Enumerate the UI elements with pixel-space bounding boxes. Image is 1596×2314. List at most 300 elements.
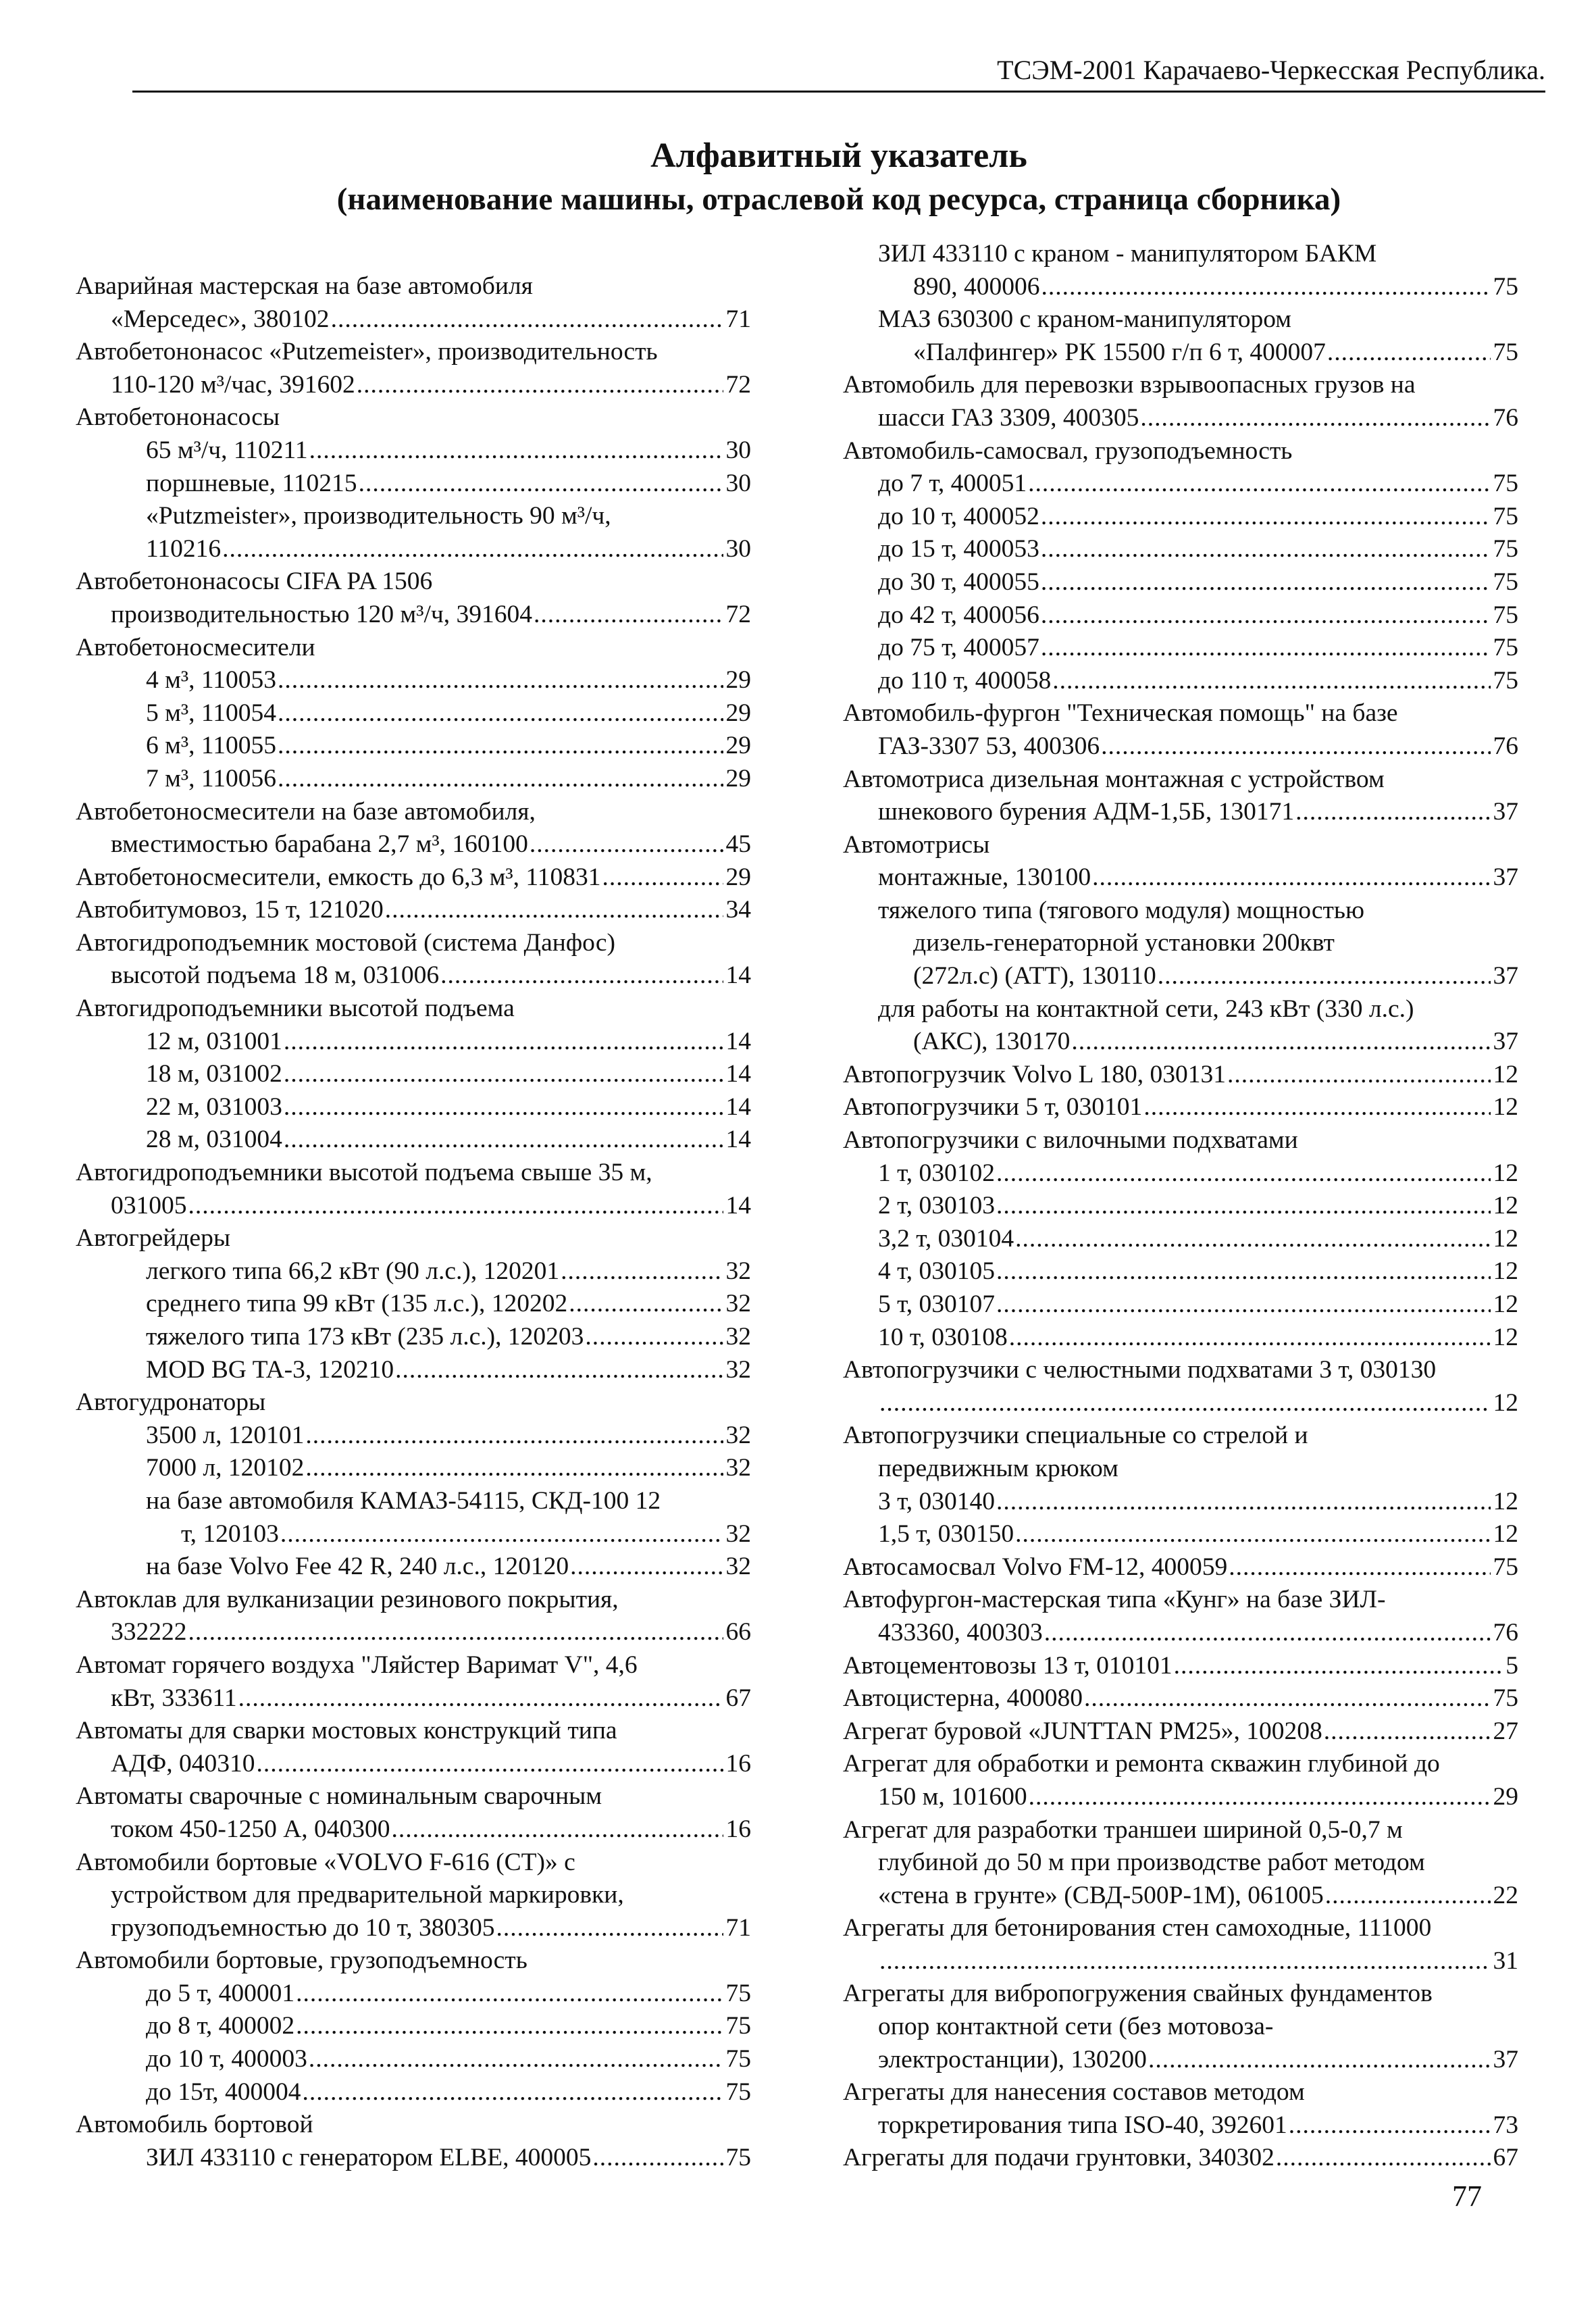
index-entry xyxy=(843,1322,1518,1355)
index-entry xyxy=(76,565,751,599)
index-entry xyxy=(76,927,751,960)
index-entry-text: до 75 т, 400057 xyxy=(878,634,1039,662)
index-entry-page: 37 xyxy=(1493,962,1518,990)
index-entry-text: (272л.с) (АТТ), 130110 xyxy=(913,962,1156,990)
dot-leader xyxy=(303,2076,723,2109)
dot-leader xyxy=(284,1058,723,1091)
index-entry xyxy=(76,959,751,992)
index-entry-page: 37 xyxy=(1493,798,1518,826)
index-entry xyxy=(843,1091,1518,1124)
dot-leader xyxy=(1041,566,1491,599)
index-entry-text: Автоматы для сварки мостовых конструкций типа xyxy=(76,1717,617,1745)
index-entry-text: ЗИЛ 433110 с краном - манипулятором БАКМ xyxy=(878,240,1377,268)
index-entry xyxy=(843,1846,1518,1880)
dot-leader xyxy=(331,303,723,336)
index-entry-page: 75 xyxy=(725,2012,751,2040)
index-entry xyxy=(76,1321,751,1354)
dot-leader xyxy=(1029,1781,1491,1814)
index-entry xyxy=(843,1354,1518,1387)
index-entry-page: 76 xyxy=(1493,1618,1518,1646)
index-entry-text: до 15т, 400004 xyxy=(146,2078,301,2106)
dot-leader xyxy=(1071,1026,1490,1059)
index-entry-text: на базе Volvo Fee 42 R, 240 л.с., 120120 xyxy=(146,1553,569,1581)
index-entry xyxy=(843,533,1518,566)
index-entry xyxy=(843,303,1518,336)
index-entry-text: «Палфингер» РК 15500 г/п 6 т, 400007 xyxy=(913,338,1326,366)
index-entry-text: торкретирования типа ISO-40, 392601 xyxy=(878,2111,1287,2139)
index-entry-text: Автопогрузчики 5 т, 030101 xyxy=(843,1093,1143,1122)
index-entry-text: Автомобиль для перевозки взрывоопасных грузов на xyxy=(843,371,1416,399)
index-entry-text: тяжелого типа 173 кВт (235 л.с.), 120203 xyxy=(146,1323,584,1351)
index-entry xyxy=(76,2043,751,2076)
index-entry xyxy=(76,599,751,632)
index-entry xyxy=(76,1124,751,1157)
index-entry-text: Автомотриса дизельная монтажная с устройством xyxy=(843,765,1385,793)
index-entry-text: среднего типа 99 кВт (135 л.с.), 120202 xyxy=(146,1290,568,1318)
dot-leader xyxy=(1052,665,1490,698)
index-entry-page: 75 xyxy=(1493,568,1518,596)
index-entry xyxy=(76,1780,751,1813)
dot-leader xyxy=(257,1748,723,1781)
index-entry xyxy=(843,730,1518,763)
dot-leader xyxy=(1044,1617,1491,1650)
index-entry-text: Агрегаты для нанесения составов методом xyxy=(843,2078,1305,2107)
index-entry xyxy=(843,2011,1518,2044)
index-entry-text: Автоцистерна, 400080 xyxy=(843,1684,1083,1713)
index-entry xyxy=(843,468,1518,501)
index-entry-text: Автомат горячего воздуха "Ляйстер Варимат V", 4,6 xyxy=(76,1651,638,1679)
index-entry-page: 29 xyxy=(725,699,751,727)
dot-leader xyxy=(996,1255,1491,1288)
index-entry xyxy=(76,303,751,336)
dot-leader xyxy=(1295,796,1490,829)
dot-leader xyxy=(188,1616,723,1649)
index-entry-page: 75 xyxy=(1493,535,1518,563)
index-entry xyxy=(76,1452,751,1485)
index-entry-text: на базе автомобиля КАМАЗ-54115, СКД-100 12 xyxy=(146,1486,661,1515)
index-entry-page: 27 xyxy=(1493,1717,1518,1745)
index-entry xyxy=(843,1223,1518,1256)
dot-leader xyxy=(1101,730,1490,763)
index-entry-text: 18 м, 031002 xyxy=(146,1060,282,1088)
index-entry-page: 34 xyxy=(725,896,751,924)
index-entry-page: 71 xyxy=(725,305,751,333)
index-entry xyxy=(843,1255,1518,1288)
index-entry-text: Автобетононасосы CIFA PA 1506 xyxy=(76,568,433,596)
index-entry-text: 332222 xyxy=(111,1618,187,1646)
running-header: ТСЭМ-2001 Карачаево-Черкесская Республика. xyxy=(132,54,1545,93)
index-entry-text: Автогудронаторы xyxy=(76,1388,266,1417)
index-entry-text: Агрегат для разработки траншеи шириной 0,5-0,7 м xyxy=(843,1815,1403,1844)
index-entry-text: 5 м³, 110054 xyxy=(146,699,276,727)
index-entry xyxy=(843,1978,1518,2011)
dot-leader xyxy=(1324,1715,1491,1749)
index-right-column xyxy=(843,238,1518,2175)
index-entry xyxy=(76,336,751,369)
index-entry-page: 32 xyxy=(725,1519,751,1548)
index-entry-page: 32 xyxy=(725,1323,751,1351)
index-entry xyxy=(76,434,751,468)
index-entry xyxy=(843,2109,1518,2142)
index-entry xyxy=(76,861,751,895)
index-entry-text: МАЗ 630300 с краном-манипулятором xyxy=(878,305,1292,334)
index-entry-page: 75 xyxy=(725,1979,751,2007)
index-entry xyxy=(843,1157,1518,1190)
index-entry-text: Автофургон-мастерская типа «Кунг» на базе ЗИЛ- xyxy=(843,1586,1386,1614)
index-entry-text: Автомобиль-фургон "Техническая помощь" на базе xyxy=(843,699,1398,728)
index-entry xyxy=(76,1386,751,1419)
index-entry xyxy=(843,1584,1518,1617)
index-entry-text: монтажные, 130100 xyxy=(878,863,1091,892)
dot-leader xyxy=(496,1912,723,1945)
index-entry xyxy=(76,1026,751,1059)
dot-leader xyxy=(592,2142,723,2175)
index-entry-page: 16 xyxy=(725,1749,751,1778)
index-entry-text: Автомобили бортовые «VOLVO F-616 (CT)» с xyxy=(76,1848,575,1876)
index-entry xyxy=(76,2109,751,2142)
index-entry xyxy=(843,2076,1518,2109)
index-entry-text: производительностью 120 м³/ч, 391604 xyxy=(111,600,532,628)
index-entry-text: Автобетоносмесители, емкость до 6,3 м³, 110831 xyxy=(76,863,601,891)
index-entry-text: Агрегат буровой «JUNTTAN PM25», 100208 xyxy=(843,1717,1322,1745)
index-entry-text: Аварийная мастерская на базе автомобиля xyxy=(76,272,533,300)
dot-leader xyxy=(395,1354,723,1387)
index-entry xyxy=(843,1518,1518,1551)
dot-leader xyxy=(1227,1059,1491,1092)
index-entry-text: грузоподъемностью до 10 т, 380305 xyxy=(111,1913,495,1942)
index-entry-page: 75 xyxy=(1493,634,1518,662)
index-entry-text: 031005 xyxy=(111,1191,187,1219)
index-entry xyxy=(76,697,751,730)
index-entry xyxy=(76,1419,751,1453)
dot-leader xyxy=(1276,2142,1491,2175)
index-entry-page: 29 xyxy=(1493,1782,1518,1811)
index-left-column xyxy=(76,270,751,2174)
index-entry-text: 65 м³/ч, 110211 xyxy=(146,436,308,464)
index-entry xyxy=(843,566,1518,599)
index-entry-text: 3,2 т, 030104 xyxy=(878,1224,1014,1253)
index-entry-page: 32 xyxy=(725,1454,751,1482)
index-entry xyxy=(843,1781,1518,1814)
index-entry-text: шнекового бурения АДМ-1,5Б, 130171 xyxy=(878,798,1295,826)
index-entry-text: 5 т, 030107 xyxy=(878,1290,995,1318)
index-entry-text: 890, 400006 xyxy=(913,272,1040,301)
index-entry-page: 76 xyxy=(1493,732,1518,760)
index-entry-text: 4 м³, 110053 xyxy=(146,666,276,695)
index-entry xyxy=(76,1912,751,1945)
index-entry-text: Агрегаты для подачи грунтовки, 340302 xyxy=(843,2144,1275,2172)
dot-leader xyxy=(1041,533,1491,566)
index-entry-text: 10 т, 030108 xyxy=(878,1323,1008,1351)
dot-leader xyxy=(1028,468,1490,501)
index-entry-page: 30 xyxy=(725,469,751,497)
index-entry-text: 3500 л, 120101 xyxy=(146,1421,305,1449)
index-entry-text: Автобетононасос «Putzemeister», производительность xyxy=(76,338,658,366)
dot-leader xyxy=(278,697,723,730)
dot-leader xyxy=(1015,1518,1490,1551)
dot-leader xyxy=(1041,632,1491,665)
index-entry xyxy=(76,1813,751,1846)
index-entry-page: 12 xyxy=(1493,1192,1518,1220)
index-entry-page: 29 xyxy=(725,863,751,891)
dot-leader xyxy=(188,1190,723,1223)
index-entry-text: Автопогрузчики с челюстными подхватами 3 т, 030130 xyxy=(843,1356,1437,1384)
index-entry xyxy=(76,1551,751,1584)
index-entry-text: Автогрейдеры xyxy=(76,1224,231,1253)
index-entry-text: «Putzmeister», производительность 90 м³/ч, xyxy=(146,502,611,530)
index-entry-page: 12 xyxy=(1493,1323,1518,1351)
index-entry-text: Автобитумовоз, 15 т, 121020 xyxy=(76,896,384,924)
index-entry-text: устройством для предварительной маркировки, xyxy=(111,1881,624,1909)
index-entry xyxy=(76,1190,751,1223)
dot-leader xyxy=(602,861,723,895)
index-entry-page: 75 xyxy=(1493,470,1518,498)
dot-leader xyxy=(879,1945,1491,1978)
index-entry xyxy=(76,1682,751,1715)
index-entry-page: 12 xyxy=(1493,1257,1518,1286)
index-entry-page: 72 xyxy=(725,370,751,399)
index-entry xyxy=(843,1190,1518,1223)
index-entry xyxy=(76,796,751,829)
index-entry-text: до 30 т, 400055 xyxy=(878,568,1039,596)
index-entry-page: 16 xyxy=(725,1815,751,1843)
dot-leader xyxy=(284,1026,723,1059)
index-entry-text: тяжелого типа (тягового модуля) мощностью xyxy=(878,896,1365,924)
index-entry-text: 433360, 400303 xyxy=(878,1618,1043,1646)
index-entry-text: Автопогрузчики специальные со стрелой и xyxy=(843,1422,1308,1450)
dot-leader xyxy=(1041,501,1491,534)
index-entry-page: 75 xyxy=(1493,601,1518,629)
index-entry xyxy=(843,665,1518,698)
dot-leader xyxy=(1327,336,1491,370)
dot-leader xyxy=(585,1321,723,1354)
index-entry-text: поршневые, 110215 xyxy=(146,469,357,497)
dot-leader xyxy=(1289,2109,1491,2142)
dot-leader xyxy=(359,468,723,501)
index-entry-text: 2 т, 030103 xyxy=(878,1192,995,1220)
index-entry xyxy=(843,1617,1518,1650)
dot-leader xyxy=(392,1813,723,1846)
dot-leader xyxy=(309,2043,723,2076)
index-entry-page: 71 xyxy=(725,1913,751,1942)
index-entry xyxy=(843,895,1518,928)
index-entry-page: 14 xyxy=(725,961,751,990)
index-entry-text: 12 м, 031001 xyxy=(146,1027,282,1055)
index-entry-text: «Мерседес», 380102 xyxy=(111,305,330,333)
index-entry-text: Автомобиль бортовой xyxy=(76,2111,313,2139)
index-entry xyxy=(76,1058,751,1091)
index-entry-text: Автопогрузчики с вилочными подхватами xyxy=(843,1126,1298,1155)
index-entry xyxy=(843,369,1518,402)
index-entry xyxy=(76,1616,751,1649)
index-entry xyxy=(843,2044,1518,2077)
index-entry xyxy=(76,730,751,763)
index-entry-text: 3 т, 030140 xyxy=(878,1487,995,1515)
index-entry-page: 75 xyxy=(1493,666,1518,695)
index-entry-page: 75 xyxy=(1493,272,1518,301)
index-entry-text: до 5 т, 400001 xyxy=(146,1979,295,2007)
index-entry-text: Автобетононасосы xyxy=(76,403,280,432)
index-entry-page: 37 xyxy=(1493,1028,1518,1056)
index-title-subtitle: (наименование машины, отраслевой код ресурса, страница сборника) xyxy=(336,182,1341,217)
index-entry-text: 4 т, 030105 xyxy=(878,1257,995,1286)
index-entry xyxy=(76,1255,751,1288)
dot-leader xyxy=(357,369,723,402)
index-entry-text: 22 м, 031003 xyxy=(146,1092,282,1121)
index-entry xyxy=(843,1387,1518,1420)
index-entry-text: АДФ, 040310 xyxy=(111,1749,255,1778)
index-entry xyxy=(76,894,751,927)
index-entry-page: 76 xyxy=(1493,403,1518,432)
index-entry-text: 6 м³, 110055 xyxy=(146,732,276,760)
index-entry-page: 12 xyxy=(1493,1290,1518,1318)
index-entry xyxy=(843,1945,1518,1978)
index-entry xyxy=(843,1748,1518,1781)
index-entry xyxy=(843,1288,1518,1322)
index-entry xyxy=(843,271,1518,304)
index-entry-text: 1 т, 030102 xyxy=(878,1159,995,1187)
index-entry xyxy=(843,435,1518,468)
index-entry xyxy=(843,1419,1518,1453)
index-entry xyxy=(76,500,751,533)
index-entry-page: 14 xyxy=(725,1126,751,1154)
index-entry-text: Автоцементовозы 13 т, 010101 xyxy=(843,1651,1173,1680)
index-title-main: Алфавитный указатель xyxy=(650,136,1027,175)
index-entry-page: 32 xyxy=(725,1421,751,1449)
index-entry xyxy=(76,992,751,1026)
index-entry-page: 12 xyxy=(1493,1487,1518,1515)
index-entry-page: 12 xyxy=(1493,1224,1518,1253)
index-entry-page: 22 xyxy=(1493,1881,1518,1909)
index-entry xyxy=(843,1814,1518,1847)
index-entry-text: до 8 т, 400002 xyxy=(146,2012,295,2040)
index-entry-page: 75 xyxy=(1493,1684,1518,1713)
dot-leader xyxy=(1015,1223,1490,1256)
index-entry-text: Автогидроподъемники высотой подъема свыше 35 м, xyxy=(76,1159,652,1187)
index-entry xyxy=(76,1944,751,1978)
index-entry-page: 75 xyxy=(725,2078,751,2106)
index-entry-text: Автомобиль-самосвал, грузоподъемность xyxy=(843,436,1293,465)
dot-leader xyxy=(1084,1682,1490,1715)
index-entry xyxy=(76,1649,751,1682)
index-entry-text: Агрегаты для вибропогружения свайных фундаментов xyxy=(843,1980,1433,2008)
index-entry-text: Автомобили бортовые, грузоподъемность xyxy=(76,1946,527,1975)
index-entry-text: Агрегаты для бетонирования стен самоходные, 111000 xyxy=(843,1914,1432,1942)
dot-leader xyxy=(1325,1880,1491,1913)
index-entry xyxy=(843,2142,1518,2175)
index-entry-page: 30 xyxy=(725,436,751,464)
index-entry xyxy=(843,927,1518,960)
index-entry-text: MOD BG TA-3, 120210 xyxy=(146,1355,394,1384)
index-entry xyxy=(843,796,1518,829)
index-entry-page: 45 xyxy=(725,830,751,859)
index-entry-text: ЗИЛ 433110 с генератором ELBE, 400005 xyxy=(146,2143,592,2171)
index-entry-text: т, 120103 xyxy=(181,1519,279,1548)
index-entry xyxy=(76,1748,751,1781)
index-entry xyxy=(843,1650,1518,1683)
dot-leader xyxy=(280,1518,723,1551)
index-entry-text: до 7 т, 400051 xyxy=(878,470,1027,498)
index-entry xyxy=(843,1124,1518,1157)
index-entry-page: 12 xyxy=(1493,1159,1518,1187)
dot-leader xyxy=(278,763,723,796)
index-entry-text: передвижным крюком xyxy=(878,1454,1118,1482)
index-entry xyxy=(843,632,1518,665)
index-entry xyxy=(843,861,1518,895)
index-entry-page: 12 xyxy=(1493,1388,1518,1417)
index-entry-page: 12 xyxy=(1493,1520,1518,1549)
index-entry-text: 7000 л, 120102 xyxy=(146,1454,305,1482)
dot-leader xyxy=(530,828,723,861)
dot-leader xyxy=(1158,960,1491,993)
dot-leader xyxy=(1092,861,1490,895)
index-entry-text: «стена в грунте» (СВД-500Р-1М), 061005 xyxy=(878,1881,1324,1909)
index-entry-text: вместимостью барабана 2,7 м³, 160100 xyxy=(111,830,528,859)
index-entry-text: 28 м, 031004 xyxy=(146,1126,282,1154)
dot-leader xyxy=(996,1157,1491,1190)
dot-leader xyxy=(1009,1322,1491,1355)
index-entry-text: 150 м, 101600 xyxy=(878,1782,1027,1811)
index-entry-page: 75 xyxy=(1493,338,1518,366)
index-entry-text: до 10 т, 400003 xyxy=(146,2045,307,2073)
index-entry-text: до 110 т, 400058 xyxy=(878,666,1052,695)
dot-leader xyxy=(1229,1551,1490,1584)
index-entry xyxy=(76,1354,751,1387)
index-entry-text: дизель-генераторной установки 200квт xyxy=(913,929,1335,957)
index-entry-text: Автоматы сварочные с номинальным сварочным xyxy=(76,1782,602,1811)
index-entry-page: 14 xyxy=(725,1060,751,1088)
index-entry xyxy=(843,238,1518,271)
index-entry-text: электростанции), 130200 xyxy=(878,2045,1147,2073)
index-entry-text: шасси ГАЗ 3309, 400305 xyxy=(878,403,1139,432)
index-entry-page: 75 xyxy=(725,2045,751,2073)
index-entry-page: 72 xyxy=(725,600,751,628)
dot-leader xyxy=(284,1124,723,1157)
index-entry xyxy=(76,270,751,303)
index-entry xyxy=(843,993,1518,1026)
index-entry-text: (АКС), 130170 xyxy=(913,1028,1071,1056)
dot-leader xyxy=(570,1551,723,1584)
dot-leader xyxy=(222,533,723,566)
index-entry-text: для работы на контактной сети, 243 кВт (330 л.с.) xyxy=(878,995,1414,1023)
index-entry xyxy=(76,401,751,434)
index-entry-page: 14 xyxy=(725,1191,751,1219)
index-entry xyxy=(843,599,1518,632)
index-entry xyxy=(76,1978,751,2011)
dot-leader xyxy=(1041,599,1491,632)
index-entry xyxy=(76,664,751,697)
dot-leader xyxy=(385,894,723,927)
index-entry xyxy=(843,697,1518,730)
index-entry-text: Автогидроподъемник мостовой (система Данфос) xyxy=(76,928,615,957)
index-entry xyxy=(76,1518,751,1551)
index-entry-text: до 15 т, 400053 xyxy=(878,535,1039,563)
index-entry-page: 32 xyxy=(725,1355,751,1384)
index-entry-text: 110216 xyxy=(146,534,222,563)
index-entry xyxy=(76,1091,751,1124)
dot-leader xyxy=(296,2010,723,2043)
dot-leader xyxy=(1174,1650,1503,1683)
index-entry-text: опор контактной сети (без мотовоза- xyxy=(878,2013,1274,2041)
index-entry xyxy=(76,533,751,566)
dot-leader xyxy=(1041,271,1491,304)
index-entry xyxy=(76,1222,751,1255)
index-entry-text: легкого типа 66,2 кВт (90 л.с.), 120201 xyxy=(146,1257,560,1285)
dot-leader xyxy=(534,599,723,632)
index-entry-text: 7 м³, 110056 xyxy=(146,764,276,793)
index-entry-text: Автогидроподъемники высотой подъема xyxy=(76,995,515,1023)
dot-leader xyxy=(1140,402,1490,435)
